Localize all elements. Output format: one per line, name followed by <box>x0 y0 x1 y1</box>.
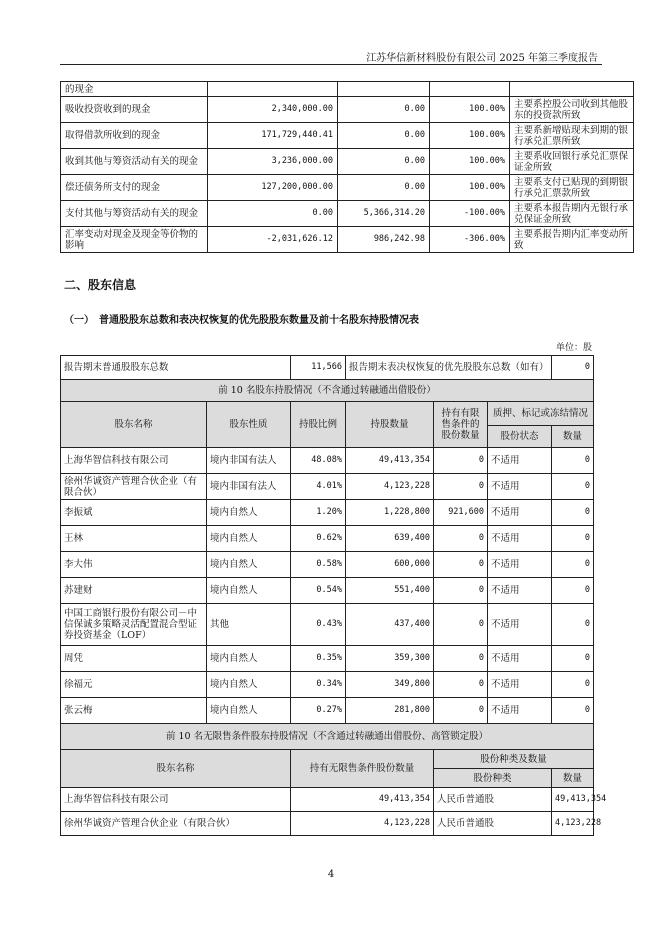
shareholder-status: 不适用 <box>488 604 552 646</box>
shareholder-ratio: 4.01% <box>291 474 346 500</box>
cashflow-item: 偿还债务所支付的现金 <box>61 175 208 201</box>
col-header-pledge: 质押、标记或冻结情况 <box>488 402 594 426</box>
shareholder-name: 苏建财 <box>61 578 207 604</box>
shareholder-qty: 437,400 <box>346 604 434 646</box>
col-header-ratio: 持股比例 <box>291 402 346 448</box>
unrestricted-qty: 4,123,228 <box>291 812 434 836</box>
cashflow-previous: 986,242.98 <box>338 227 430 253</box>
unrestricted-title: 前 10 名无限售条件股东持股情况（不含通过转融通出借股份、高管锁定股） <box>61 724 594 750</box>
u-col-header-type-group: 股份种类及数量 <box>434 750 594 769</box>
shareholder-row <box>61 646 594 672</box>
shareholder-nature: 境内自然人 <box>207 552 291 578</box>
shareholder-name: 李大伟 <box>61 552 207 578</box>
shareholder-name: 张云梅 <box>61 698 207 724</box>
col-header-qty: 持股数量 <box>346 402 434 448</box>
cashflow-row <box>61 227 634 253</box>
unrestricted-qty: 49,413,354 <box>291 788 434 812</box>
section-subtitle: （一） 普通股股东总数和表决权恢复的优先股股东数量及前十名股东持股情况表 <box>64 315 419 326</box>
cashflow-item: 取得借款所收到的现金 <box>61 123 208 149</box>
cashflow-previous: 0.00 <box>338 123 430 149</box>
shareholder-pledge-count: 0 <box>552 604 594 646</box>
cashflow-reason: 主要系支付已贴现的到期银行承兑汇票款所致 <box>510 175 634 201</box>
cashflow-table <box>60 81 634 253</box>
total-holders-label: 报告期末普通股股东总数 <box>61 356 291 380</box>
shareholder-nature: 境内自然人 <box>207 698 291 724</box>
unrestricted-name: 徐州华诚资产管理合伙企业（有限合伙） <box>61 812 291 836</box>
shareholder-row <box>61 526 594 552</box>
shareholder-ratio: 0.43% <box>291 604 346 646</box>
u-col-header-count: 数量 <box>552 769 594 788</box>
shareholder-status: 不适用 <box>488 526 552 552</box>
cashflow-row <box>61 175 634 201</box>
shareholder-qty: 49,413,354 <box>346 448 434 474</box>
cashflow-reason: 主要系本报告期内无银行承兑保证金所致 <box>510 201 634 227</box>
cashflow-item: 汇率变动对现金及现金等价物的影响 <box>61 227 208 253</box>
cashflow-previous: 0.00 <box>338 175 430 201</box>
section-title: 二、股东信息 <box>64 278 137 292</box>
shareholder-name: 徐福元 <box>61 672 207 698</box>
shareholder-qty: 551,400 <box>346 578 434 604</box>
shareholder-name: 中国工商银行股份有限公司－中信保诚多策略灵活配置混合型证券投资基金（LOF） <box>61 604 207 646</box>
shareholder-pledge-count: 0 <box>552 552 594 578</box>
col-header-restricted: 持有有限售条件的股份数量 <box>434 402 488 448</box>
page-number: 4 <box>327 869 335 880</box>
preferred-holders-value: 0 <box>552 356 594 380</box>
shareholder-ratio: 0.27% <box>291 698 346 724</box>
shareholder-name: 周凭 <box>61 646 207 672</box>
cashflow-reason: 主要系控股公司收到其他股东的投资款所致 <box>510 97 634 123</box>
cashflow-current: 0.00 <box>208 201 338 227</box>
shareholder-ratio: 0.62% <box>291 526 346 552</box>
shareholder-name: 李振斌 <box>61 500 207 526</box>
shareholder-status: 不适用 <box>488 646 552 672</box>
cashflow-change: 100.00% <box>430 175 510 201</box>
col-header-count: 数量 <box>552 426 594 448</box>
shareholder-pledge-count: 0 <box>552 646 594 672</box>
shareholder-name: 徐州华诚资产管理合伙企业（有限合伙） <box>61 474 207 500</box>
unrestricted-count: 49,413,354 <box>552 788 594 812</box>
cashflow-previous: 0.00 <box>338 97 430 123</box>
shareholder-pledge-count: 0 <box>552 448 594 474</box>
shareholder-restricted: 0 <box>434 672 488 698</box>
cashflow-current: 3,236,000.00 <box>208 149 338 175</box>
shareholder-restricted: 0 <box>434 448 488 474</box>
cashflow-change: -306.00% <box>430 227 510 253</box>
shareholder-nature: 境内自然人 <box>207 526 291 552</box>
unrestricted-count: 4,123,228 <box>552 812 594 836</box>
cashflow-previous <box>338 82 430 97</box>
shareholder-nature: 境内自然人 <box>207 672 291 698</box>
shareholder-pledge-count: 0 <box>552 474 594 500</box>
shareholder-qty: 600,000 <box>346 552 434 578</box>
shareholder-qty: 639,400 <box>346 526 434 552</box>
unit-label: 单位：股 <box>555 343 592 353</box>
shareholder-nature: 境内自然人 <box>207 500 291 526</box>
shareholder-row <box>61 474 594 500</box>
shareholder-row <box>61 604 594 646</box>
header-divider <box>60 64 602 65</box>
shareholder-status: 不适用 <box>488 474 552 500</box>
shareholder-ratio: 48.08% <box>291 448 346 474</box>
cashflow-row <box>61 97 634 123</box>
shareholder-restricted: 0 <box>434 578 488 604</box>
cashflow-previous: 5,366,314.20 <box>338 201 430 227</box>
preferred-holders-label: 报告期末表决权恢复的优先股股东总数（如有） <box>346 356 552 380</box>
shareholder-restricted: 0 <box>434 604 488 646</box>
shareholder-name: 上海华智信科技有限公司 <box>61 448 207 474</box>
unrestricted-type: 人民币普通股 <box>434 788 552 812</box>
shareholder-status: 不适用 <box>488 552 552 578</box>
cashflow-change: 100.00% <box>430 123 510 149</box>
cashflow-item: 吸收投资收到的现金 <box>61 97 208 123</box>
col-header-name: 股东名称 <box>61 402 207 448</box>
shareholder-row <box>61 578 594 604</box>
cashflow-reason: 主要系报告期内汇率变动所致 <box>510 227 634 253</box>
total-holders-value: 11,566 <box>291 356 346 380</box>
shareholder-restricted: 921,600 <box>434 500 488 526</box>
shareholder-row <box>61 552 594 578</box>
cashflow-reason: 主要系收回银行承兑汇票保证金所致 <box>510 149 634 175</box>
unrestricted-row <box>61 788 594 812</box>
u-col-header-qty: 持有无限售条件股份数量 <box>291 750 434 788</box>
cashflow-previous: 0.00 <box>338 149 430 175</box>
cashflow-current: 2,340,000.00 <box>208 97 338 123</box>
cashflow-current <box>208 82 338 97</box>
shareholder-ratio: 0.34% <box>291 672 346 698</box>
shareholder-restricted: 0 <box>434 698 488 724</box>
shareholder-ratio: 0.58% <box>291 552 346 578</box>
shareholder-restricted: 0 <box>434 552 488 578</box>
cashflow-change: 100.00% <box>430 149 510 175</box>
shareholder-ratio: 1.20% <box>291 500 346 526</box>
shareholder-restricted: 0 <box>434 646 488 672</box>
shareholder-nature: 境内自然人 <box>207 646 291 672</box>
shareholder-status: 不适用 <box>488 578 552 604</box>
shareholder-qty: 359,300 <box>346 646 434 672</box>
shareholder-qty: 281,800 <box>346 698 434 724</box>
shareholder-qty: 1,228,800 <box>346 500 434 526</box>
unrestricted-row <box>61 812 594 836</box>
shareholder-status: 不适用 <box>488 698 552 724</box>
shareholder-pledge-count: 0 <box>552 500 594 526</box>
shareholder-table <box>60 355 607 836</box>
shareholder-nature: 境内非国有法人 <box>207 474 291 500</box>
cashflow-current: 127,200,000.00 <box>208 175 338 201</box>
shareholder-row <box>61 698 594 724</box>
cashflow-reason <box>510 82 634 97</box>
shareholder-pledge-count: 0 <box>552 526 594 552</box>
shareholder-qty: 4,123,228 <box>346 474 434 500</box>
shareholder-pledge-count: 0 <box>552 672 594 698</box>
cashflow-row <box>61 82 634 97</box>
shareholder-nature: 境内非国有法人 <box>207 448 291 474</box>
shareholder-ratio: 0.54% <box>291 578 346 604</box>
u-col-header-type: 股份种类 <box>434 769 552 788</box>
cashflow-item: 支付其他与筹资活动有关的现金 <box>61 201 208 227</box>
shareholder-row <box>61 448 594 474</box>
cashflow-change: 100.00% <box>430 97 510 123</box>
u-col-header-name: 股东名称 <box>61 750 291 788</box>
unrestricted-name: 上海华智信科技有限公司 <box>61 788 291 812</box>
cashflow-current: -2,031,626.12 <box>208 227 338 253</box>
top10-title: 前 10 名股东持股情况（不含通过转融通出借股份） <box>61 380 594 402</box>
shareholder-row <box>61 672 594 698</box>
cashflow-current: 171,729,440.41 <box>208 123 338 149</box>
cashflow-row <box>61 123 634 149</box>
shareholder-status: 不适用 <box>488 672 552 698</box>
cashflow-row <box>61 201 634 227</box>
shareholder-qty: 349,800 <box>346 672 434 698</box>
shareholder-nature: 其他 <box>207 604 291 646</box>
shareholder-restricted: 0 <box>434 474 488 500</box>
shareholder-pledge-count: 0 <box>552 578 594 604</box>
shareholder-status: 不适用 <box>488 500 552 526</box>
shareholder-name: 王林 <box>61 526 207 552</box>
shareholder-ratio: 0.35% <box>291 646 346 672</box>
col-header-nature: 股东性质 <box>207 402 291 448</box>
shareholder-restricted: 0 <box>434 526 488 552</box>
cashflow-item: 的现金 <box>61 82 208 97</box>
cashflow-change <box>430 82 510 97</box>
shareholder-row <box>61 500 594 526</box>
cashflow-change: -100.00% <box>430 201 510 227</box>
cashflow-row <box>61 149 634 175</box>
cashflow-reason: 主要系新增贴现未到期的银行承兑汇票所致 <box>510 123 634 149</box>
shareholder-nature: 境内自然人 <box>207 578 291 604</box>
report-header-title: 江苏华信新材料股份有限公司 2025 年第三季度报告 <box>366 53 598 64</box>
col-header-status: 股份状态 <box>488 426 552 448</box>
unrestricted-type: 人民币普通股 <box>434 812 552 836</box>
cashflow-item: 收到其他与筹资活动有关的现金 <box>61 149 208 175</box>
shareholder-status: 不适用 <box>488 448 552 474</box>
shareholder-pledge-count: 0 <box>552 698 594 724</box>
